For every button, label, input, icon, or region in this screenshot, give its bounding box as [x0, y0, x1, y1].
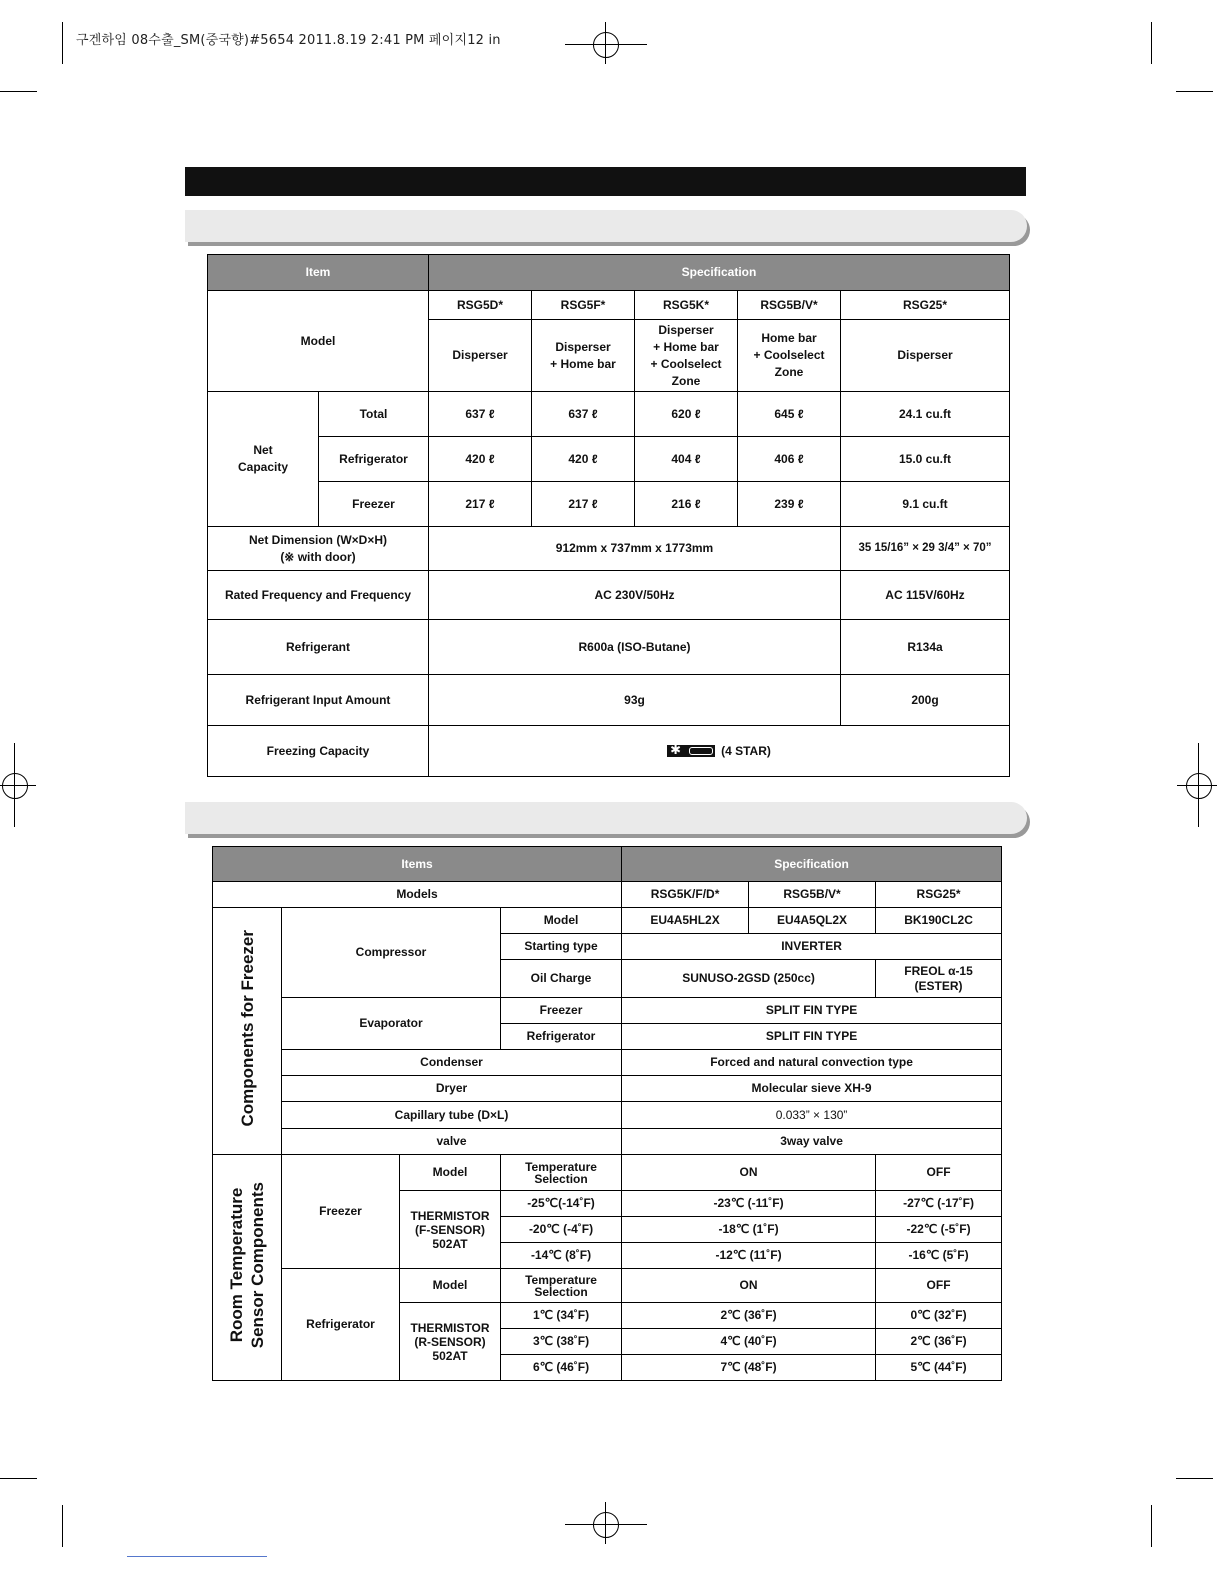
total-value: 637 ℓ — [429, 392, 532, 437]
valve-label: valve — [282, 1129, 622, 1155]
temp-on: -18℃ (1˚F) — [622, 1217, 876, 1243]
net-dimension-value: 912mm x 737mm x 1773mm — [429, 527, 841, 571]
model-name: RSG25* — [841, 291, 1010, 320]
crop-mark — [1176, 91, 1213, 92]
components-for-freezer-label: Components for Freezer — [237, 930, 257, 1127]
evaporator-refrigerator-value: SPLIT FIN TYPE — [622, 1024, 1002, 1050]
section-heading-bar — [185, 210, 1027, 242]
model-name: RSG5K/F/D* — [622, 882, 749, 908]
temp-selection: 1℃ (34˚F) — [501, 1303, 622, 1329]
crop-mark — [0, 1478, 37, 1479]
models-label: Models — [213, 882, 622, 908]
refrigerant-input-value: 200g — [841, 675, 1010, 726]
model-name: RSG5B/V* — [738, 291, 841, 320]
crop-mark — [1151, 22, 1152, 64]
crop-mark — [62, 1505, 63, 1547]
section-heading-bar — [185, 802, 1027, 834]
temperature-selection-label: Temperature Selection — [501, 1269, 622, 1303]
condenser-value: Forced and natural convection type — [622, 1050, 1002, 1076]
bottom-rule — [127, 1556, 267, 1557]
model-feature: Disperser + Home bar — [532, 320, 635, 392]
refrigerant-value: R134a — [841, 620, 1010, 675]
dryer-label: Dryer — [282, 1076, 622, 1102]
compressor-model-label: Model — [501, 908, 622, 934]
sensor-model-label: Model — [400, 1155, 501, 1191]
model-feature: Disperser — [841, 320, 1010, 392]
model-label: Model — [208, 291, 429, 392]
f-thermistor: THERMISTOR (F-SENSOR) 502AT — [400, 1191, 501, 1269]
refrigerant-input-value: 93g — [429, 675, 841, 726]
on-label: ON — [622, 1269, 876, 1303]
capillary-value: 0.033” × 130” — [622, 1102, 1002, 1129]
crop-mark — [1176, 1478, 1213, 1479]
refrigerant-value: R600a (ISO-Butane) — [429, 620, 841, 675]
print-header: 구겐하임 08수출_SM(중국향)#5654 2011.8.19 2:41 PM 페이지12 in — [76, 33, 501, 48]
freezer-value: 216 ℓ — [635, 482, 738, 527]
frequency-value: AC 230V/50Hz — [429, 571, 841, 620]
model-feature: Disperser — [429, 320, 532, 392]
freezer-value: 217 ℓ — [532, 482, 635, 527]
model-name: RSG5B/V* — [749, 882, 876, 908]
total-value: 637 ℓ — [532, 392, 635, 437]
evaporator-label: Evaporator — [282, 998, 501, 1050]
temp-on: -12℃ (11˚F) — [622, 1243, 876, 1269]
temp-on: 7℃ (48˚F) — [622, 1355, 876, 1381]
net-dimension-label: Net Dimension (W×D×H) (※ with door) — [208, 527, 429, 571]
header-items: Items — [213, 847, 622, 882]
frequency-label: Rated Frequency and Frequency — [208, 571, 429, 620]
header-specification: Specification — [429, 255, 1010, 291]
title-bar — [185, 167, 1026, 196]
total-label: Total — [319, 392, 429, 437]
compressor-label: Compressor — [282, 908, 501, 998]
header-item: Item — [208, 255, 429, 291]
temp-off: -16℃ (5˚F) — [876, 1243, 1002, 1269]
model-name: RSG5F* — [532, 291, 635, 320]
oil-charge-value: SUNUSO-2GSD (250cc) — [622, 960, 876, 998]
on-label: ON — [622, 1155, 876, 1191]
net-capacity-label: Net Capacity — [208, 392, 319, 527]
header-specification: Specification — [622, 847, 1002, 882]
temp-on: 2℃ (36˚F) — [622, 1303, 876, 1329]
temp-selection: -25℃(-14˚F) — [501, 1191, 622, 1217]
starting-type-label: Starting type — [501, 934, 622, 960]
temp-off: -27℃ (-17˚F) — [876, 1191, 1002, 1217]
compressor-model: EU4A5QL2X — [749, 908, 876, 934]
starting-type-value: INVERTER — [622, 934, 1002, 960]
sensor-model-label: Model — [400, 1269, 501, 1303]
refrigerator-value: 420 ℓ — [429, 437, 532, 482]
sensor-refrigerator-label: Refrigerator — [282, 1269, 400, 1381]
four-star-freezer-icon: ✱ — [667, 745, 715, 757]
room-temp-sensor-label: Room Temperature Sensor Components — [227, 1181, 267, 1349]
evaporator-freezer-label: Freezer — [501, 998, 622, 1024]
oil-charge-value: FREOL α-15 (ESTER) — [876, 960, 1002, 998]
total-value: 620 ℓ — [635, 392, 738, 437]
freezing-capacity-value: (4 STAR) — [721, 743, 771, 758]
condenser-label: Condenser — [282, 1050, 622, 1076]
model-name: RSG5K* — [635, 291, 738, 320]
oil-charge-label: Oil Charge — [501, 960, 622, 998]
compressor-model: BK190CL2C — [876, 908, 1002, 934]
capillary-label: Capillary tube (D×L) — [282, 1102, 622, 1129]
refrigerant-input-label: Refrigerant Input Amount — [208, 675, 429, 726]
frequency-value: AC 115V/60Hz — [841, 571, 1010, 620]
temp-on: -23℃ (-11˚F) — [622, 1191, 876, 1217]
model-feature: Home bar + Coolselect Zone — [738, 320, 841, 392]
total-value: 24.1 cu.ft — [841, 392, 1010, 437]
temp-off: 5℃ (44˚F) — [876, 1355, 1002, 1381]
temp-off: 0℃ (32˚F) — [876, 1303, 1002, 1329]
model-name: RSG25* — [876, 882, 1002, 908]
freezing-capacity-label: Freezing Capacity — [208, 726, 429, 777]
compressor-model: EU4A5HL2X — [622, 908, 749, 934]
dryer-value: Molecular sieve XH-9 — [622, 1076, 1002, 1102]
refrigerator-value: 15.0 cu.ft — [841, 437, 1010, 482]
temperature-selection-label: Temperature Selection — [501, 1155, 622, 1191]
temp-selection: 3℃ (38˚F) — [501, 1329, 622, 1355]
refrigerant-label: Refrigerant — [208, 620, 429, 675]
freezer-value: 9.1 cu.ft — [841, 482, 1010, 527]
temp-off: -22℃ (-5˚F) — [876, 1217, 1002, 1243]
temp-off: 2℃ (36˚F) — [876, 1329, 1002, 1355]
components-table — [212, 846, 1002, 1381]
freezer-label: Freezer — [319, 482, 429, 527]
freezing-capacity-cell — [429, 726, 1010, 777]
temp-selection: -14℃ (8˚F) — [501, 1243, 622, 1269]
temp-on: 4℃ (40˚F) — [622, 1329, 876, 1355]
specification-table — [207, 254, 1010, 777]
off-label: OFF — [876, 1155, 1002, 1191]
refrigerator-value: 406 ℓ — [738, 437, 841, 482]
valve-value: 3way valve — [622, 1129, 1002, 1155]
model-feature: Disperser + Home bar + Coolselect Zone — [635, 320, 738, 392]
evaporator-refrigerator-label: Refrigerator — [501, 1024, 622, 1050]
freezer-value: 239 ℓ — [738, 482, 841, 527]
crop-mark — [62, 22, 63, 64]
refrigerator-label: Refrigerator — [319, 437, 429, 482]
freezer-value: 217 ℓ — [429, 482, 532, 527]
components-for-freezer-cell — [213, 908, 282, 1155]
crop-mark — [1151, 1505, 1152, 1547]
room-temp-sensor-cell — [213, 1155, 282, 1381]
model-name: RSG5D* — [429, 291, 532, 320]
temp-selection: -20℃ (-4˚F) — [501, 1217, 622, 1243]
r-thermistor: THERMISTOR (R-SENSOR) 502AT — [400, 1303, 501, 1381]
temp-selection: 6℃ (46˚F) — [501, 1355, 622, 1381]
sensor-freezer-label: Freezer — [282, 1155, 400, 1269]
evaporator-freezer-value: SPLIT FIN TYPE — [622, 998, 1002, 1024]
off-label: OFF — [876, 1269, 1002, 1303]
total-value: 645 ℓ — [738, 392, 841, 437]
crop-mark — [0, 91, 37, 92]
refrigerator-value: 404 ℓ — [635, 437, 738, 482]
refrigerator-value: 420 ℓ — [532, 437, 635, 482]
net-dimension-value: 35 15/16” × 29 3/4” × 70” — [841, 527, 1010, 571]
